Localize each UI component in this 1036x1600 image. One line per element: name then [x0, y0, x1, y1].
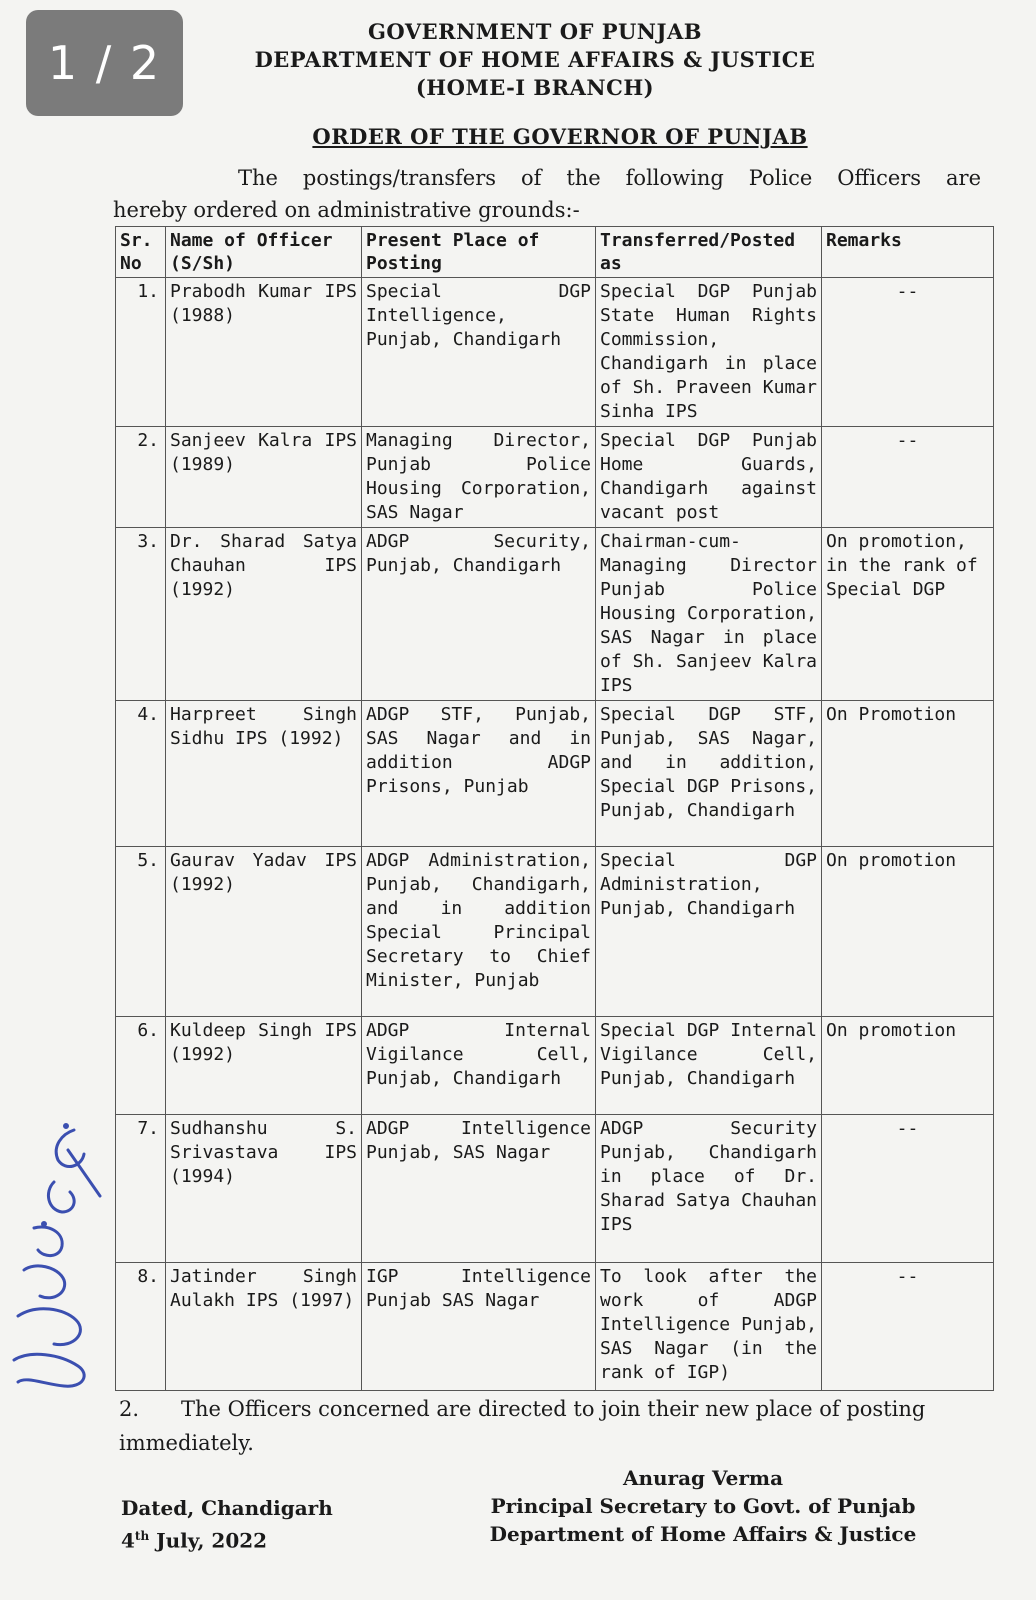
table-header-row: [116, 227, 994, 278]
signatory-name: Anurag Verma: [622, 1466, 784, 1490]
intro-paragraph: [113, 162, 981, 226]
cell-sr: 1.: [116, 278, 166, 427]
cell-officer-name: Dr. Sharad Satya Chauhan IPS (1992): [166, 528, 362, 701]
table-row: [116, 427, 994, 528]
table-row: [116, 1115, 994, 1263]
cell-remarks: On promotion, in the rank of Special DGP: [822, 528, 994, 701]
cell-remarks: --: [822, 427, 994, 528]
cell-officer-name: Gaurav Yadav IPS (1992): [166, 847, 362, 1017]
intro-line-1: The postings/transfers of the following Police Officers are: [238, 166, 981, 190]
paragraph-number: 2.: [119, 1397, 140, 1421]
cell-transferred-as: Special DGP Punjab Home Guards, Chandigarh against vacant post: [596, 427, 822, 528]
cell-transferred-as: Special DGP STF, Punjab, SAS Nagar, and in addition, Special DGP Prisons, Punjab, Chandigarh: [596, 701, 822, 847]
cell-remarks: --: [822, 1115, 994, 1263]
cell-remarks: --: [822, 1263, 994, 1391]
cell-transferred-as: Special DGP Internal Vigilance Cell, Punjab, Chandigarh: [596, 1017, 822, 1115]
header-name-of-officer: Name of Officer (S/Sh): [166, 227, 362, 278]
letterhead-government: GOVERNMENT OF PUNJAB: [368, 19, 702, 44]
cell-transferred-as: Special DGP Administration, Punjab, Chandigarh: [596, 847, 822, 1017]
cell-remarks: On Promotion: [822, 701, 994, 847]
table-row: [116, 847, 994, 1017]
table-row: [116, 528, 994, 701]
cell-present-posting: ADGP Security, Punjab, Chandigarh: [362, 528, 596, 701]
cell-sr: 2.: [116, 427, 166, 528]
signatory-designation: Principal Secretary to Govt. of Punjab: [490, 1494, 916, 1518]
cell-sr: 6.: [116, 1017, 166, 1115]
table-row: [116, 1017, 994, 1115]
cell-sr: 7.: [116, 1115, 166, 1263]
paragraph-text: The Officers concerned are directed to join their new place of posting immediately.: [119, 1397, 926, 1455]
cell-remarks: On promotion: [822, 1017, 994, 1115]
header-remarks: Remarks: [822, 227, 994, 278]
header-sr-no: Sr. No: [116, 227, 166, 278]
joining-directive: [119, 1392, 993, 1460]
cell-transferred-as: Special DGP Punjab State Human Rights Commission, Chandigarh in place of Sh. Praveen Kumar Sinha IPS: [596, 278, 822, 427]
date-place: Dated, Chandigarh: [121, 1496, 333, 1520]
table-row: [116, 1263, 994, 1391]
header-present-posting: Present Place of Posting: [362, 227, 596, 278]
table-row: [116, 701, 994, 847]
cell-present-posting: ADGP Administration, Punjab, Chandigarh, and in addition Special Principal Secretary to Chief Minister, Punjab: [362, 847, 596, 1017]
cell-present-posting: ADGP Internal Vigilance Cell, Punjab, Chandigarh: [362, 1017, 596, 1115]
cell-present-posting: IGP Intelligence Punjab SAS Nagar: [362, 1263, 596, 1391]
letterhead-branch: (HOME-I BRANCH): [415, 75, 655, 100]
date-month-year: July, 2022: [156, 1528, 268, 1553]
cell-sr: 4.: [116, 701, 166, 847]
cell-officer-name: Harpreet Singh Sidhu IPS (1992): [166, 701, 362, 847]
cell-remarks: --: [822, 278, 994, 427]
order-title: ORDER OF THE GOVERNOR OF PUNJAB: [312, 124, 808, 149]
header-transferred-posted: Transferred/Posted as: [596, 227, 822, 278]
table-row: [116, 278, 994, 427]
cell-officer-name: Kuldeep Singh IPS (1992): [166, 1017, 362, 1115]
signatory-block: [460, 1464, 946, 1548]
postings-table: [115, 226, 994, 1391]
date-day-suffix: th: [134, 1529, 150, 1543]
cell-transferred-as: Chairman-cum-Managing Director Punjab Police Housing Corporation, SAS Nagar in place of Sh. Sanjeev Kalra IPS: [596, 528, 822, 701]
letterhead: [220, 18, 850, 102]
page-indicator: 1 / 2: [26, 10, 183, 116]
cell-present-posting: ADGP Intelligence Punjab, SAS Nagar: [362, 1115, 596, 1263]
cell-present-posting: Managing Director, Punjab Police Housing Corporation, SAS Nagar: [362, 427, 596, 528]
date-value: [121, 1522, 333, 1555]
cell-present-posting: Special DGP Intelligence, Punjab, Chandigarh: [362, 278, 596, 427]
cell-sr: 3.: [116, 528, 166, 701]
cell-officer-name: Sudhanshu S. Srivastava IPS (1994): [166, 1115, 362, 1263]
date-day: 4: [121, 1528, 135, 1553]
cell-officer-name: Prabodh Kumar IPS (1988): [166, 278, 362, 427]
cell-sr: 8.: [116, 1263, 166, 1391]
cell-officer-name: Sanjeev Kalra IPS (1989): [166, 427, 362, 528]
cell-present-posting: ADGP STF, Punjab, SAS Nagar and in addition ADGP Prisons, Punjab: [362, 701, 596, 847]
letterhead-department: DEPARTMENT OF HOME AFFAIRS & JUSTICE: [254, 47, 816, 72]
intro-line-2: hereby ordered on administrative grounds:-: [113, 198, 580, 222]
cell-remarks: On promotion: [822, 847, 994, 1017]
cell-transferred-as: ADGP Security Punjab, Chandigarh in place of Dr. Sharad Satya Chauhan IPS: [596, 1115, 822, 1263]
cell-transferred-as: To look after the work of ADGP Intelligence Punjab, SAS Nagar (in the rank of IGP): [596, 1263, 822, 1391]
cell-sr: 5.: [116, 847, 166, 1017]
date-block: [121, 1494, 333, 1555]
handwritten-signature: [4, 1120, 114, 1400]
cell-officer-name: Jatinder Singh Aulakh IPS (1997): [166, 1263, 362, 1391]
signatory-department: Department of Home Affairs & Justice: [489, 1522, 917, 1546]
